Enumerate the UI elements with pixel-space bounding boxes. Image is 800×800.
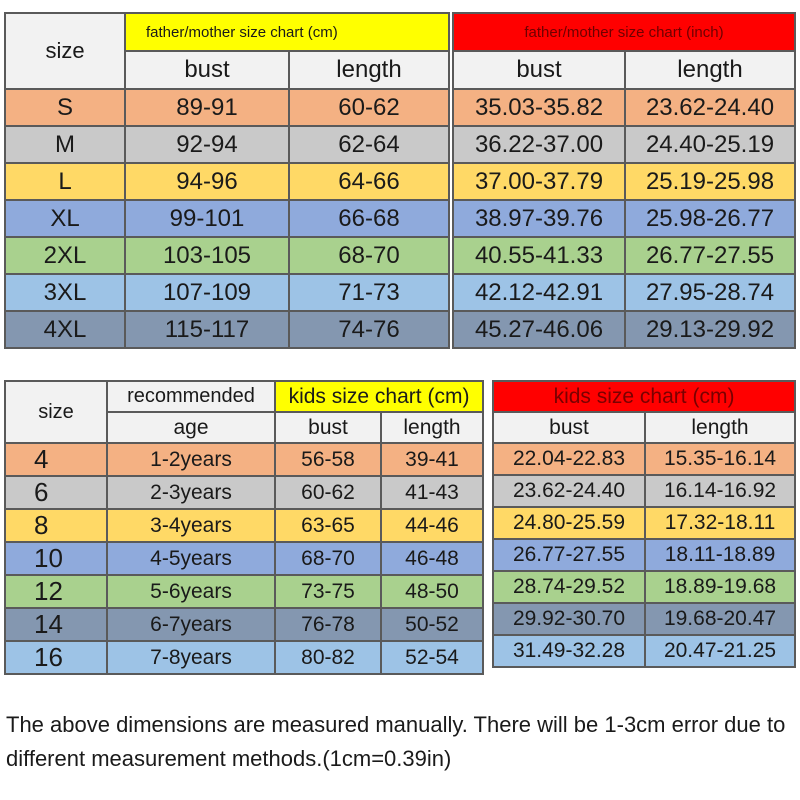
bust-cell: 23.62-24.40 [493, 475, 645, 507]
age-cell: 1-2years [107, 443, 275, 476]
length-cell: 25.19-25.98 [625, 163, 795, 200]
length-cell: 50-52 [381, 608, 483, 641]
table-row [493, 443, 795, 475]
length-cell: 16.14-16.92 [645, 475, 795, 507]
bust-header: bust [275, 412, 381, 443]
table-row [5, 509, 483, 542]
bust-cell: 68-70 [275, 542, 381, 575]
table-row [453, 237, 795, 274]
size-cell: S [5, 89, 125, 126]
length-cell: 44-46 [381, 509, 483, 542]
age-cell: 4-5years [107, 542, 275, 575]
age-cell: 7-8years [107, 641, 275, 674]
size-cell: M [5, 126, 125, 163]
length-cell: 25.98-26.77 [625, 200, 795, 237]
table-row [5, 163, 449, 200]
bust-cell: 80-82 [275, 641, 381, 674]
kids-size-chart-cm [4, 380, 484, 675]
bust-cell: 37.00-37.79 [453, 163, 625, 200]
length-cell: 66-68 [289, 200, 449, 237]
length-cell: 74-76 [289, 311, 449, 348]
table-row [5, 237, 449, 274]
length-cell: 41-43 [381, 476, 483, 509]
bust-cell: 56-58 [275, 443, 381, 476]
age-cell: 5-6years [107, 575, 275, 608]
bust-cell: 42.12-42.91 [453, 274, 625, 311]
bust-cell: 107-109 [125, 274, 289, 311]
size-cell: 4XL [5, 311, 125, 348]
bust-header: bust [453, 51, 625, 89]
age-cell: 3-4years [107, 509, 275, 542]
length-cell: 39-41 [381, 443, 483, 476]
age-cell: 2-3years [107, 476, 275, 509]
bust-cell: 38.97-39.76 [453, 200, 625, 237]
table-row [5, 274, 449, 311]
kids-inch-title: kids size chart (cm) [493, 381, 795, 412]
length-header: length [645, 412, 795, 443]
table-row [453, 274, 795, 311]
table-row [5, 641, 483, 674]
size-cell: 4 [5, 443, 107, 476]
length-cell: 27.95-28.74 [625, 274, 795, 311]
bust-cell: 36.22-37.00 [453, 126, 625, 163]
table-row [5, 542, 483, 575]
size-cell: 10 [5, 542, 107, 575]
bust-cell: 22.04-22.83 [493, 443, 645, 475]
length-header: length [289, 51, 449, 89]
bust-header: bust [493, 412, 645, 443]
length-cell: 24.40-25.19 [625, 126, 795, 163]
length-cell: 20.47-21.25 [645, 635, 795, 667]
bust-cell: 60-62 [275, 476, 381, 509]
age-header-line1: recommended [107, 381, 275, 412]
table-row [5, 476, 483, 509]
length-cell: 17.32-18.11 [645, 507, 795, 539]
bust-cell: 28.74-29.52 [493, 571, 645, 603]
size-cell: 12 [5, 575, 107, 608]
kids-size-chart-inch [492, 380, 796, 668]
length-cell: 62-64 [289, 126, 449, 163]
adult-inch-title: father/mother size chart (inch) [453, 13, 795, 51]
adult-size-chart-inch [452, 12, 796, 349]
size-cell: 14 [5, 608, 107, 641]
age-header-line2: age [107, 412, 275, 443]
table-row [453, 163, 795, 200]
length-cell: 68-70 [289, 237, 449, 274]
length-cell: 29.13-29.92 [625, 311, 795, 348]
table-row [5, 311, 449, 348]
size-header: size [5, 13, 125, 89]
table-row [5, 443, 483, 476]
length-cell: 46-48 [381, 542, 483, 575]
bust-cell: 45.27-46.06 [453, 311, 625, 348]
bust-cell: 89-91 [125, 89, 289, 126]
length-cell: 18.89-19.68 [645, 571, 795, 603]
size-cell: 16 [5, 641, 107, 674]
size-cell: XL [5, 200, 125, 237]
bust-cell: 115-117 [125, 311, 289, 348]
length-cell: 64-66 [289, 163, 449, 200]
table-row [5, 200, 449, 237]
size-cell: 2XL [5, 237, 125, 274]
length-cell: 23.62-24.40 [625, 89, 795, 126]
bust-cell: 73-75 [275, 575, 381, 608]
table-row [5, 126, 449, 163]
size-cell: 6 [5, 476, 107, 509]
kids-cm-title: kids size chart (cm) [275, 381, 483, 412]
length-cell: 18.11-18.89 [645, 539, 795, 571]
table-row [453, 200, 795, 237]
length-cell: 52-54 [381, 641, 483, 674]
table-row [453, 311, 795, 348]
size-cell: 3XL [5, 274, 125, 311]
size-cell: 8 [5, 509, 107, 542]
age-cell: 6-7years [107, 608, 275, 641]
table-row [493, 571, 795, 603]
bust-cell: 92-94 [125, 126, 289, 163]
bust-cell: 24.80-25.59 [493, 507, 645, 539]
length-cell: 71-73 [289, 274, 449, 311]
bust-cell: 103-105 [125, 237, 289, 274]
length-header: length [381, 412, 483, 443]
bust-cell: 94-96 [125, 163, 289, 200]
table-row [5, 608, 483, 641]
bust-cell: 63-65 [275, 509, 381, 542]
table-row [493, 539, 795, 571]
bust-cell: 31.49-32.28 [493, 635, 645, 667]
table-row [5, 575, 483, 608]
bust-cell: 26.77-27.55 [493, 539, 645, 571]
bust-cell: 29.92-30.70 [493, 603, 645, 635]
table-row [5, 89, 449, 126]
table-row [493, 475, 795, 507]
bust-header: bust [125, 51, 289, 89]
length-cell: 60-62 [289, 89, 449, 126]
adult-cm-title: father/mother size chart (cm) [125, 13, 449, 51]
table-row [493, 603, 795, 635]
length-cell: 48-50 [381, 575, 483, 608]
length-cell: 19.68-20.47 [645, 603, 795, 635]
length-cell: 15.35-16.14 [645, 443, 795, 475]
bust-cell: 35.03-35.82 [453, 89, 625, 126]
size-header: size [5, 381, 107, 443]
measurement-note: The above dimensions are measured manually. There will be 1-3cm error due to different measurement methods.(1cm=0.39in) [6, 712, 786, 771]
adult-size-chart-cm [4, 12, 450, 349]
length-cell: 26.77-27.55 [625, 237, 795, 274]
table-row [493, 507, 795, 539]
length-header: length [625, 51, 795, 89]
bust-cell: 76-78 [275, 608, 381, 641]
bust-cell: 40.55-41.33 [453, 237, 625, 274]
size-cell: L [5, 163, 125, 200]
table-row [453, 89, 795, 126]
table-row [453, 126, 795, 163]
table-row [493, 635, 795, 667]
bust-cell: 99-101 [125, 200, 289, 237]
